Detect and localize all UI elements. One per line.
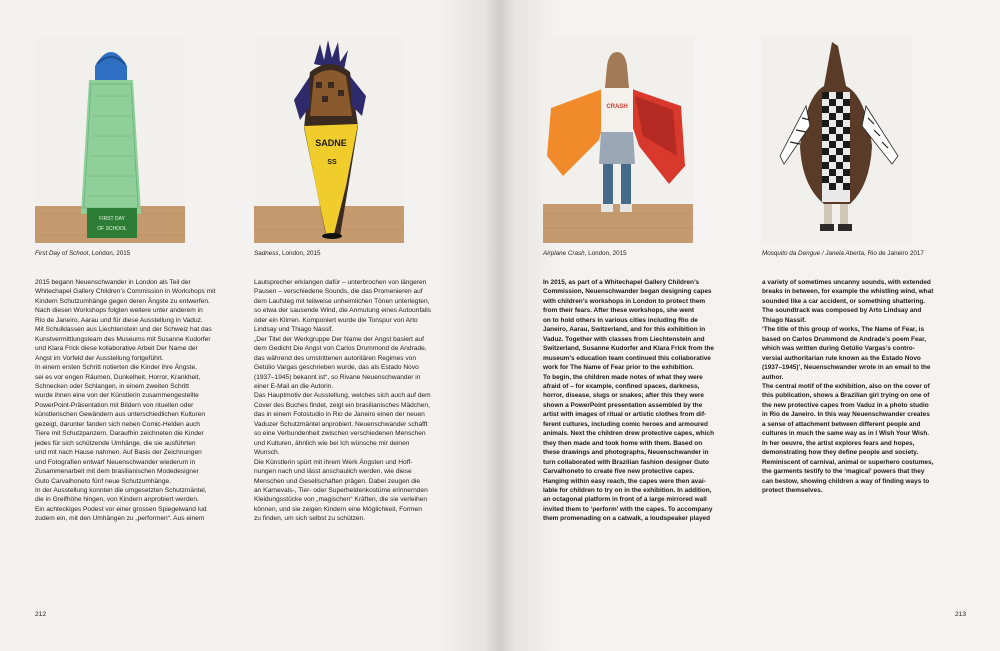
text-line: Vaduz. Together with classes from Liechtenstein and [543,335,705,343]
text-line: The central motif of the exhibition, also on the cover of [762,382,930,390]
text-line: wurde ihnen eine von der Künstlerin zusammengestellte [35,392,199,400]
text-line: In einem ersten Schritt notierten die Kinder ihre Ängste, [35,364,198,372]
text-line: sei es vor engen Räumen, Dunkelheit, Horror, Krankheit, [35,373,201,381]
text-line: demonstrating how they define people and society. [762,449,919,457]
text-line: can bestow, showing children a way of finding ways to [762,477,930,485]
page-number-right: 213 [955,611,967,618]
text-line: das während des umstrittenen autoritären Regimes von [254,354,417,362]
text-line: a variety of sometimes uncanny sounds, with extended [762,279,931,286]
text-line: animals. Next the children drew protective capes, which [543,430,715,438]
text-line: Thiago Nassif. [762,316,806,324]
text-line: they then made and took home with them. Based on [543,439,703,447]
text-line: them promenading on a catwalk, a loudspeaker played [543,515,711,523]
text-line: Lindsay und Thiago Nassif. [254,326,334,334]
text-line: Hanging within easy reach, the capes were then avai- [543,477,706,485]
text-line: Ein achteckiges Podest vor einer grossen Spiegelwand lud [35,505,207,513]
text-line: (1937–1945) bekannt ist“, so Rivane Neuenschwander in [254,373,421,381]
text-line: und mit nach Hause nahmen. Auf Basis der Zeichnungen [35,449,202,457]
text-line: the new protective capes from Vaduz in a photo studio [762,401,929,409]
text-line: Cover des Buches findet, zeigt ein brasilianisches Mädchen, [254,401,430,409]
text-line: Wunsch. [254,449,280,457]
text-line: Getúlio Vargas geschrieben wurde, das als Estado Novo [254,364,419,372]
text-line: und Kulturen, ähnlich wie bei Ich wünsche mir deinen [254,439,410,447]
text-line: Switzerland, Susanne Kudorfer and Klara Frick from the [543,345,714,353]
text-line: these drawings and photographs, Neuenschwander in [543,449,709,457]
text-line: dem Gedicht Die Angst von Carlos Drummond de Andrade, [254,345,427,353]
text-line: ‘The title of this group of works, The Name of Fear, is [762,326,925,334]
text-line: from their fears. After these workshops, she went [543,307,695,315]
text-line: shown a PowerPoint presentation assembled by the [543,401,703,409]
german-text-column-1 [35,278,245,524]
text-line: Zusammenarbeit mit dem brasilianischen Modedesigner [35,468,199,476]
photo-sadness [254,36,404,243]
text-line: versial authoritarian rule known as the Estado Novo [762,354,921,362]
text-line: work for The Name of Fear prior to the exhibition. [543,364,694,372]
text-line: dem Laufsteg mit teilweise unheimlichen Tönen unterlegten, [254,297,430,305]
text-line: Das Hauptmotiv der Ausstellung, welches sich auch auf dem [254,392,431,400]
text-line: „Der Titel der Werkgruppe Der Name der Angst basiert auf [254,335,424,343]
text-line: Mit Schulklassen aus Liechtenstein und der Schweiz hat das [35,326,212,334]
text-line: Carvalhoneto to create five new protective capes. [543,468,695,476]
text-line: oder ein Klirren. Komponiert wurde die Tonspur von Arto [254,316,418,324]
text-line: on to hold others in various cities including Rio de [543,316,698,324]
text-line: afraid of – for example, confined spaces, darkness, [543,382,700,390]
text-line: gezeigt, darunter fanden sich neben Comic-Helden auch [35,420,200,428]
text-line: Schnecken oder Schlangen, in einem zweiten Schritt [35,382,189,390]
german-text-column-2 [254,278,466,524]
text-line: lable for children to try on in the exhibition. In addition, [543,486,712,494]
text-line: die in Greifhöhe hingen, von Kindern anprobiert werden. [35,496,199,504]
page-number-left: 212 [35,611,47,618]
text-line: based on Carlos Drummond de Andrade’s poem Fear, [762,335,927,343]
text-line: das in einem Fotostudio in Rio de Janeiro einen der neuen [254,411,425,419]
text-line: Die Künstlerin spürt mit ihrem Werk Ängsten und Hoff- [254,458,413,466]
text-line: Vaduzer Schutzmäntel anprobiert. Neuenschwander schafft [254,420,428,428]
shirt-text-crash: CRASH [606,104,628,110]
text-line: zu finden, um sich selbst zu schützen. [254,515,366,523]
text-line: author. [762,373,784,381]
caption-airplane-crash: Airplane Crash, London, 2015 [543,250,627,257]
text-line: Nach diesen Workshops folgten weitere unter anderem in [35,307,203,315]
text-line: jedes für sich schützende Umhänge, die sie ausführten [35,439,196,447]
text-line: ferent cultures, including comic heroes and armoured [543,420,708,428]
text-line: In her oeuvre, the artist explores fears and hopes, [762,439,915,447]
text-line: (1937–1945)’, Neuenschwander wrote in an email to the [762,364,931,372]
text-line: und Fotografien entwarf Neuenschwander wiederum in [35,458,196,466]
caption-first-day-of-school: First Day of School, London, 2015 [35,250,131,257]
text-line: an octagonal platform in front of a large mirrored wall [543,496,707,504]
svg-text:SS: SS [327,159,337,166]
text-line: the garments testify to the ‘magical’ powers that they [762,468,925,476]
text-line: museum’s education team continued this collaborative [543,354,711,362]
text-line: Commission, Neuenschwander began designing capes [543,288,712,296]
text-line: turn collaborated with Brazilian fashion designer Guto [543,458,709,466]
text-line: in Rio de Janeiro. In this way Neuenschwander creates [762,411,930,419]
cape-text-school: FIRST DAY [99,216,125,222]
caption-sadness: Sadness, London, 2015 [254,250,321,257]
right-page [500,0,1000,651]
text-line: einer E-Mail an die Autorin. [254,382,334,390]
text-line: Reminiscent of carnival, animal or superhero costumes, [762,458,934,466]
text-line: Kindern Schutzumhänge gegen deren Ängste zu entwerfen. [35,297,210,305]
text-line: können, und sie zeigen Kindern eine Möglichkeit, Formen [254,505,422,513]
photo-first-day-of-school [35,36,185,243]
text-line: a sense of attachment between different people and [762,420,921,428]
text-line: und Klara Frick diese kollaborative Arbeit Der Name der [35,345,198,353]
text-line: artist with images of ritual or artistic clothes from dif- [543,411,707,419]
text-line: invited them to ‘perform’ with the capes. To accompany [543,505,713,513]
text-line: an Karnevals-, Tier- oder Superheldenkostüme erinnernden [254,486,428,494]
text-line: cultures in much the same way as in I Wish Your Wish. [762,430,930,438]
text-line: Guto Carvalhoneto fünf neue Schutzumhänge. [35,477,171,485]
text-line: breaks in between, for example the whistling wind, what [762,288,934,296]
text-line: Lautsprecher erklangen dafür – unterbrochen von längeren [254,279,427,286]
text-line: Kunstvermittlungsteam des Museums mit Susanne Kudorfer [35,335,211,343]
text-line: with children’s workshops in London to protect them [543,297,706,305]
text-line: The soundtrack was composed by Arto Lindsay and [762,307,922,315]
cape-text-sadness: SADNE [315,138,347,148]
text-line: Angst im Vorfeld der Ausstellung fortgeführt. [35,354,164,362]
text-line: Kleidungsstücke von „magischen“ Kräften, die sie verleihen [254,496,427,504]
text-line: In der Ausstellung konnten die umgesetzten Schutzmäntel, [35,486,207,494]
text-line: so eine Verbundenheit zwischen verschiedenen Menschen [254,430,426,438]
text-line: künstlerischen Gewändern aus unterschiedlichen Kulturen [35,411,206,419]
text-line: nungen nach und lässt anschaulich werden, wie diese [254,468,412,476]
text-line: In 2015, as part of a Whitechapel Gallery Children’s [543,279,700,286]
text-line: To begin, the children made notes of what they were [543,373,703,381]
text-line: PowerPoint-Präsentation mit Bildern von rituellen oder [35,401,194,409]
text-line: this publication, shows a Brazilian girl trying on one of [762,392,930,400]
caption-mosquito-da-dengue: Mosquito da Dengue / Janela Aberta, Rio de Janeiro 2017 [762,250,924,257]
text-line: Pausen – verschiedene Sounds, die das Promenieren auf [254,288,423,296]
text-line: zudem ein, mit den Umhängen zu „performen“. Aus einem [35,515,205,523]
photo-mosquito-da-dengue [762,36,912,243]
text-line: Menschen und Gesellschaften prägen. Dabei zeugen die [254,477,421,485]
text-line: Whitechapel Gallery Children’s Commission in Workshops mit [35,288,216,296]
svg-text:OF SCHOOL: OF SCHOOL [97,226,127,232]
text-line: Rio de Janeiro, Aarau und für diese Ausstellung in Vaduz. [35,316,203,324]
text-line: protect themselves. [762,486,823,494]
english-text-column-1 [543,278,755,524]
english-text-column-2 [762,278,974,495]
text-line: 2015 begann Neuenschwander in London als Teil der [35,279,191,286]
text-line: so etwa der sausende Wind, die Anmutung eines Autounfalls [254,307,432,315]
text-line: horror, disease, slugs or snakes; after this they were [543,392,704,400]
text-line: sounded like a car accident, or something shattering. [762,297,926,305]
text-line: Tiere mit Schutzpanzern. Daraufhin zeichneten die Kinder [35,430,204,438]
photo-airplane-crash [543,36,693,243]
text-line: Janeiro, Aarau, Switzerland, and for this exhibition in [543,326,706,334]
text-line: which was written during Getúlio Vargas’s contro- [762,345,915,353]
